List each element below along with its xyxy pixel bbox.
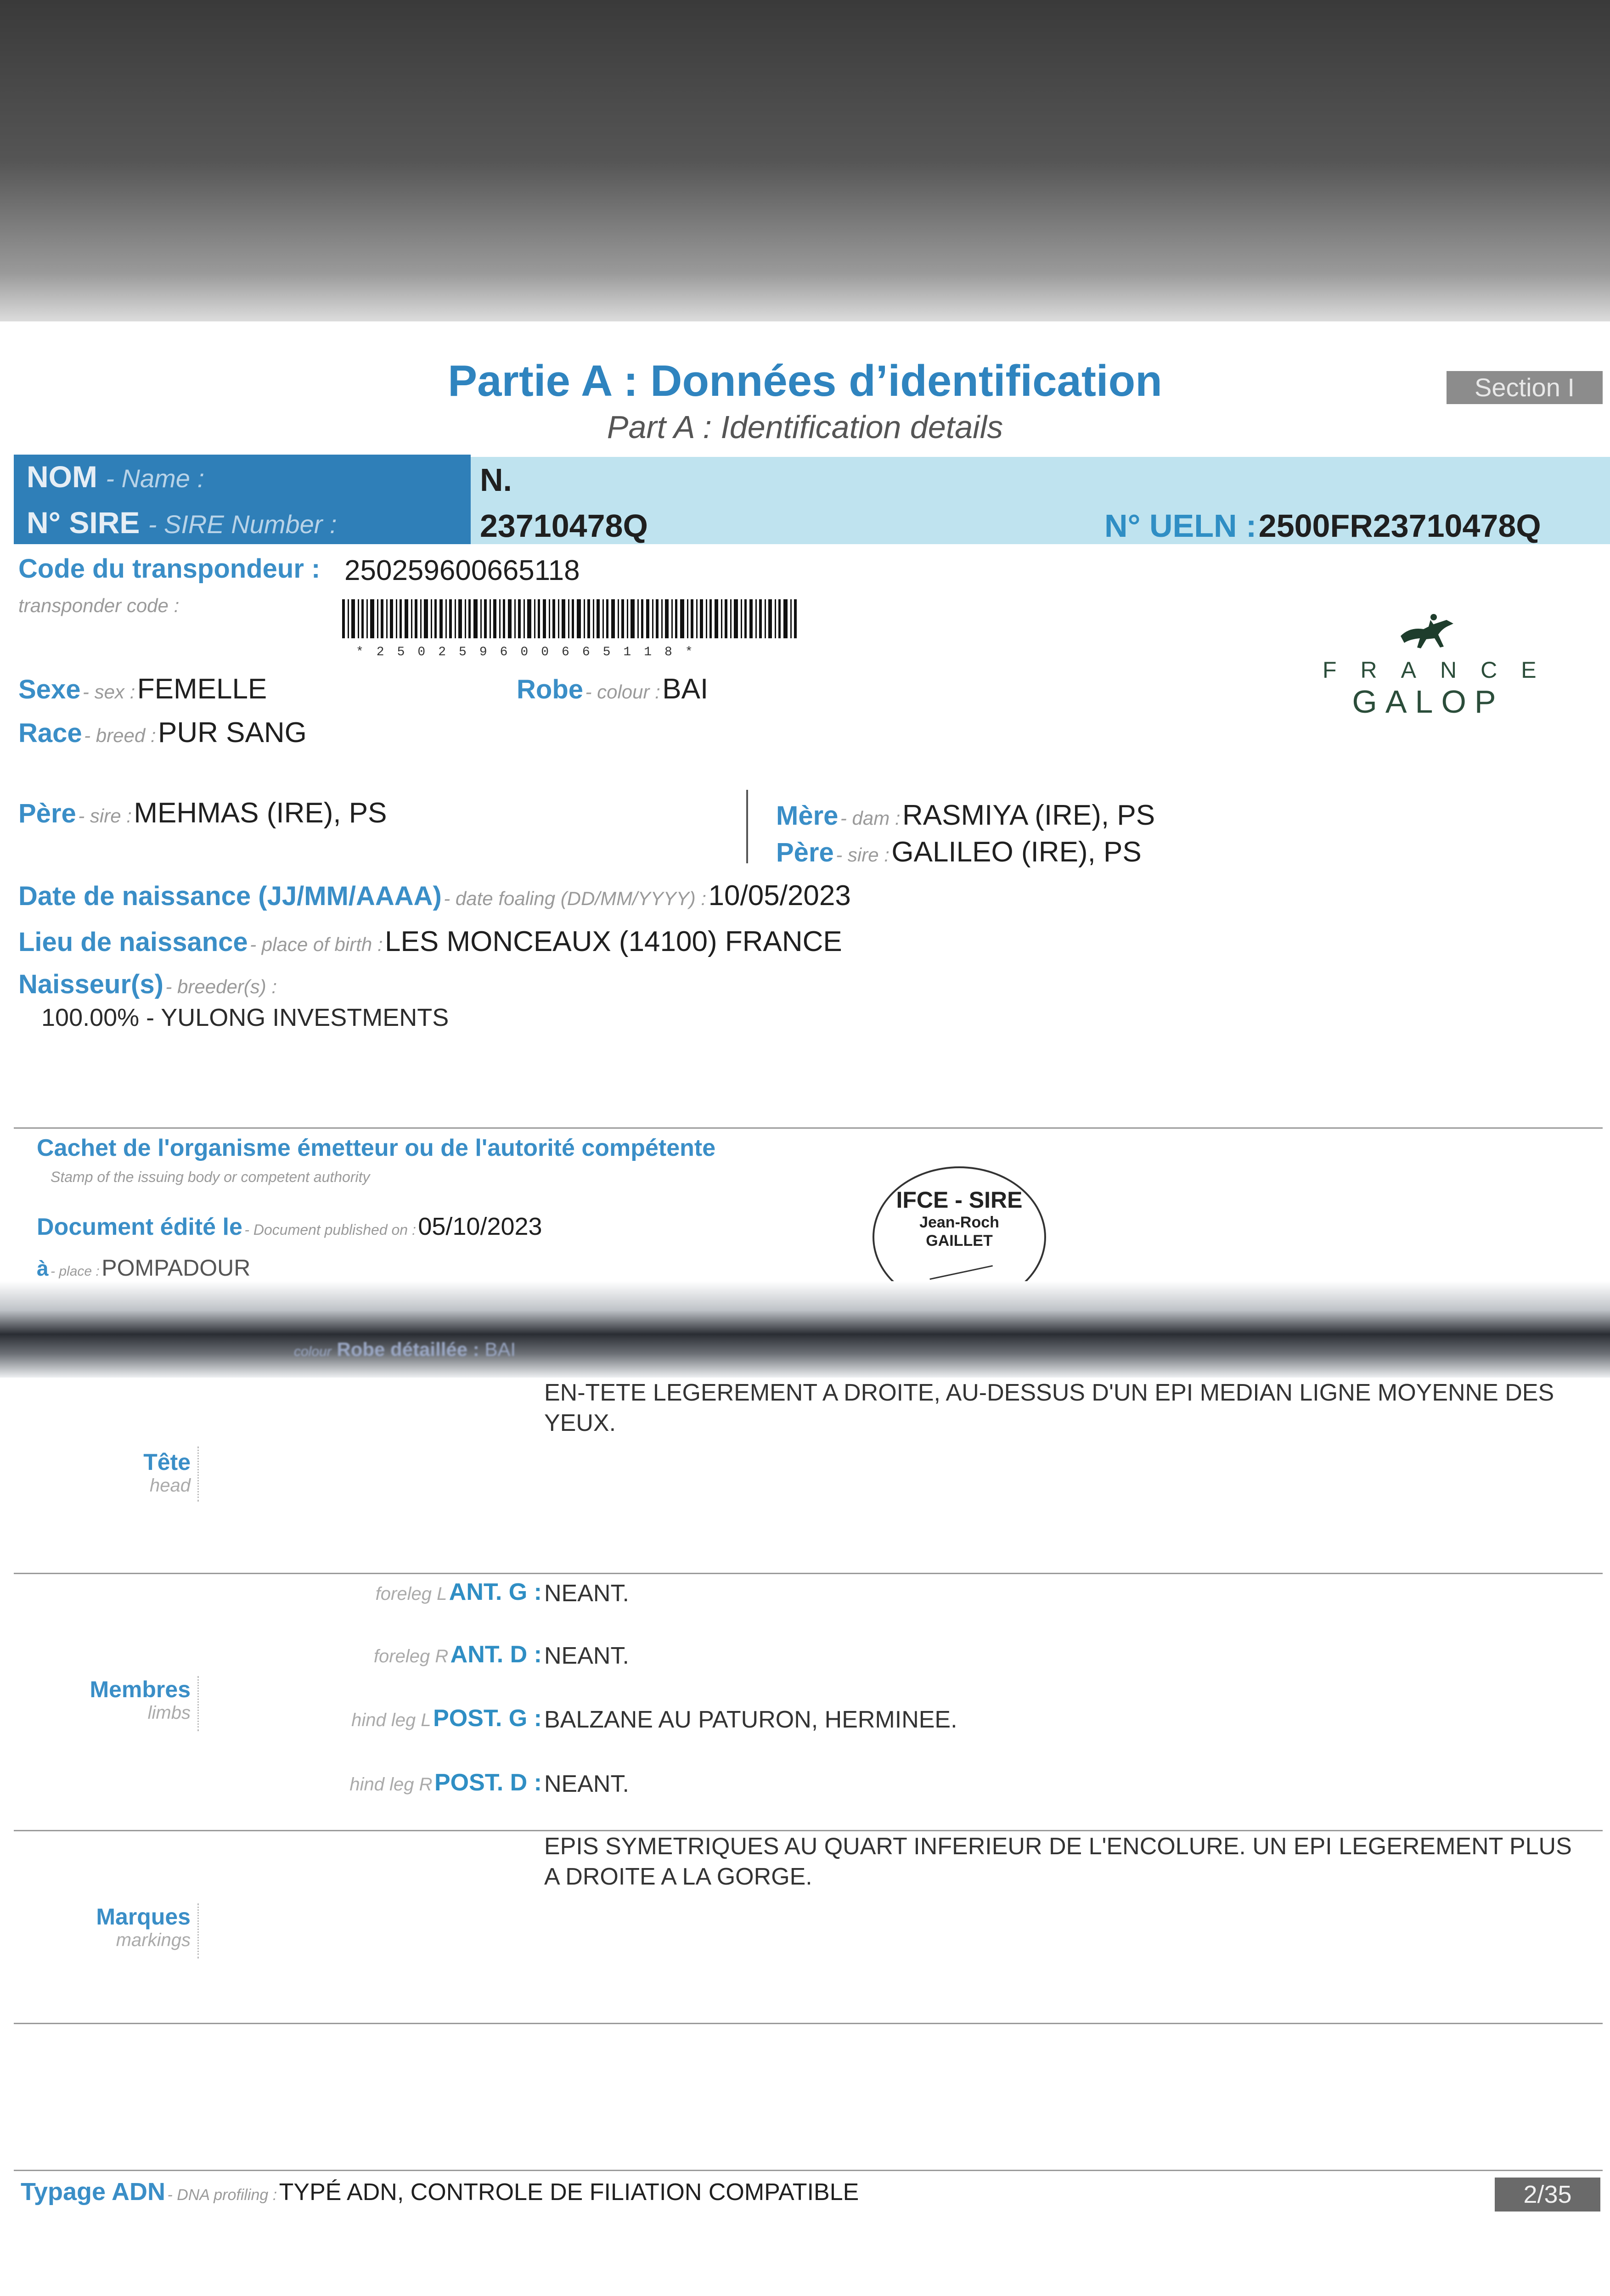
page-fold-shadow (0, 1281, 1610, 1378)
issuer-top-rule (14, 1127, 1603, 1129)
head-rule (14, 1573, 1603, 1574)
ueln (1104, 507, 1541, 544)
markings-description: EPIS SYMETRIQUES AU QUART INFERIEUR DE L'ENCOLURE. UN EPI LEGEREMENT PLUS A DROITE A LA GORGE. (544, 1833, 1572, 1890)
robe-detail-row: colour Robe détaillée : BAI (294, 1339, 516, 1360)
dna-rule (14, 2170, 1603, 2171)
transponder-value: 250259600665118 (344, 555, 580, 586)
section-badge: Section I (1447, 371, 1603, 404)
name-label: NOM - Name : (27, 460, 205, 494)
sex-row: Sexe - sex : FEMELLE (18, 673, 267, 705)
sire-row: Père - sire : MEHMAS (IRE), PS (18, 797, 387, 829)
stamp-sub: Stamp of the issuing body or competent authority (51, 1169, 370, 1185)
colour-row: Robe - colour : BAI (517, 673, 709, 705)
birth-place-row: Lieu de naissance - place of birth : LES MONCEAUX (14100) FRANCE (18, 926, 842, 957)
dna-row: Typage ADN - DNA profiling : TYPÉ ADN, CONTROLE DE FILIATION COMPATIBLE (21, 2178, 859, 2206)
ueln-label: N° UELN : (1104, 508, 1257, 544)
name-value: N. (480, 462, 512, 498)
sire-value: 23710478Q (480, 508, 648, 544)
logo-line-1: FRANCE (1323, 657, 1560, 683)
seal-name-2: GAILLET (926, 1232, 993, 1249)
limb-row-0-label: foreleg L ANT. G : (375, 1579, 542, 1605)
breeder-label-row: Naisseur(s) - breeder(s) : (18, 969, 277, 999)
transponder-barcode (342, 599, 799, 638)
head-label-block: Tête head (143, 1449, 191, 1496)
breeder-value: 100.00% - YULONG INVESTMENTS (41, 1004, 449, 1031)
limb-row-2-value: BALZANE AU PATURON, HERMINEE. (544, 1706, 957, 1733)
grandsire-row: Père - sire : GALILEO (IRE), PS (776, 836, 1142, 868)
logo-line-2: GALOP (1352, 684, 1504, 720)
limb-row-3-label: hind leg R POST. D : (349, 1769, 542, 1796)
limb-row-1-value: NEANT. (544, 1643, 629, 1669)
scan-top-shadow (0, 0, 1610, 321)
breed-row: Race - breed : PUR SANG (18, 717, 307, 748)
page-number-badge: 2/35 (1495, 2178, 1600, 2212)
page-subtitle: Part A : Identification details (607, 409, 1003, 445)
limb-row-2-label: hind leg L POST. G : (351, 1705, 542, 1732)
limb-row-0-value: NEANT. (544, 1580, 629, 1607)
head-description: EN-TETE LEGEREMENT A DROITE, AU-DESSUS D'UN EPI MEDIAN LIGNE MOYENNE DES YEUX. (544, 1379, 1554, 1436)
seal-title: IFCE - SIRE (896, 1187, 1023, 1213)
transponder-label: Code du transpondeur : (18, 554, 321, 584)
jockey-horse-icon (1396, 611, 1460, 652)
head-dotted-divider (197, 1446, 199, 1502)
barcode-digits: *250259600665118* (356, 645, 706, 659)
published-row: Document édité le - Document published on : 05/10/2023 (37, 1213, 542, 1240)
dam-row: Mère - dam : RASMIYA (IRE), PS (776, 799, 1155, 831)
limb-row-1-label: foreleg R ANT. D : (373, 1641, 542, 1668)
markings-dotted-divider (197, 1903, 199, 1958)
issue-place-row: à - place : POMPADOUR (37, 1255, 251, 1281)
sire-label: N° SIRE - SIRE Number : (27, 506, 337, 540)
france-galop-logo (1323, 611, 1560, 720)
markings-rule (14, 2023, 1603, 2024)
limbs-dotted-divider (197, 1676, 199, 1731)
birth-date-row: Date de naissance (JJ/MM/AAAA) - date foaling (DD/MM/YYYY) : 10/05/2023 (18, 880, 851, 912)
limb-row-3-value: NEANT. (544, 1771, 629, 1797)
transponder-sub: transponder code : (18, 595, 180, 616)
seal-name-1: Jean-Roch (919, 1214, 999, 1231)
limbs-label-block: Membres limbs (90, 1677, 191, 1723)
pedigree-divider (746, 790, 748, 863)
markings-label-block: Marques markings (96, 1904, 191, 1950)
stamp-label: Cachet de l'organisme émetteur ou de l'autorité compétente (37, 1135, 716, 1161)
ueln-value: 2500FR23710478Q (1258, 508, 1541, 544)
page-title: Partie A : Données d’identification (448, 356, 1162, 405)
signature (926, 1247, 993, 1280)
